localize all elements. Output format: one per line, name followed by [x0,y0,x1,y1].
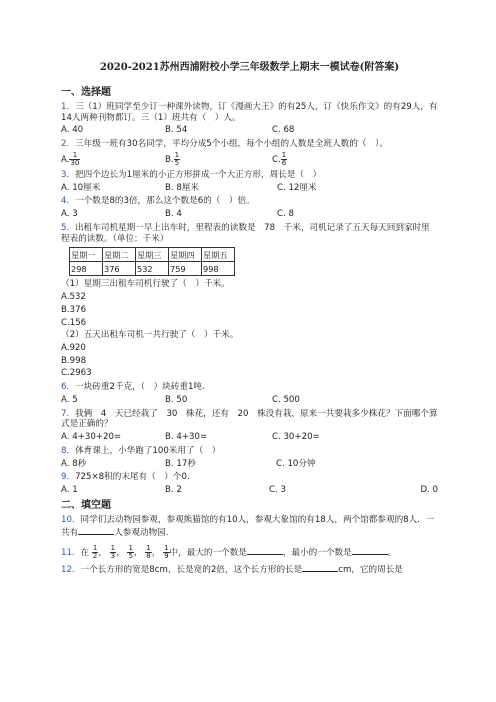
question-text: 一个长方形的宽是8cm，长是宽的2倍，这个长方形的长是 [80,564,303,575]
question-12 [61,563,438,576]
option-b: B. 4 [165,209,182,220]
option-a: A. 5 [61,394,78,405]
section-choice-title: 一、选择题 [61,86,111,98]
option-c: C. 8 [277,209,294,220]
numerator: 1 [174,150,180,159]
question-number: 6． [61,382,76,393]
option-c: C. 3 [269,485,286,496]
option-b: B. 8厘米 [165,182,200,193]
question-number: 12． [61,564,81,575]
option-d: D. 0 [420,485,438,496]
question-8 [61,446,438,457]
question-10 [61,515,438,538]
question-2 [61,139,438,150]
fraction [145,545,151,560]
question-text: 三年级一班有30名同学，平均分成5个小组，每个小组的人数是全班人数的（ ）。 [75,139,388,150]
answer-blank[interactable] [352,546,388,555]
question-5 [61,223,438,244]
option-a [61,152,165,167]
question-text: 我俩 4 天已经栽了 30 株花，还有 20 株没有栽，原来一共要栽多少株花？下面哪个算式是正确的？ [61,408,438,430]
option-b: B. 17秒 [165,458,196,469]
question-text: 。 [387,547,397,558]
sub-option-c: C.2963 [61,368,92,379]
options-2 [61,152,438,167]
option-b: B. 54 [165,125,188,136]
table-cell: 532 [136,262,169,276]
fraction [127,545,133,560]
table-cell: 998 [202,262,235,276]
mileage-table [69,247,235,276]
question-number: 5． [61,222,76,233]
question-number: 9． [61,472,76,483]
table-header-cell: 星期三 [136,248,169,262]
denominator: 9 [164,551,169,560]
page-title: 2020-2021苏州西浦附校小学三年级数学上期末一模试卷(附答案) [99,62,400,73]
numerator: 1 [110,543,116,552]
table-header-cell: 星期二 [103,248,136,262]
options-7 [61,432,438,443]
denominator: 8 [146,551,151,560]
table-header-cell: 星期一 [70,248,103,262]
question-text: cm，它的周长是 [338,564,403,575]
question-text: 一个数是8的3倍，那么这个数是6的（ ）倍。 [75,196,255,207]
question-number: 1． [61,102,76,112]
option-a: A. 8秒 [61,458,87,469]
denominator: 6 [281,158,287,167]
denominator: 2 [92,551,98,560]
answer-blank[interactable] [78,526,114,535]
sub-question-2: （2）五天出租车司机一共行驶了（ ）千米。 [61,330,239,341]
denominator: 30 [70,158,80,167]
option-c: C. 68 [272,125,295,136]
numerator: 1 [128,543,133,552]
option-c: C. 30+20= [272,432,320,443]
options-6 [61,395,438,406]
sub-option-c: C.156 [61,317,87,328]
option-c: C. 12厘米 [277,182,317,193]
numerator: 1 [146,543,151,552]
fraction [69,152,80,167]
option-b: B. 4+30= [165,432,208,443]
options-4 [61,209,438,220]
question-1 [61,102,438,123]
sub-option-a: A.532 [61,292,86,303]
fraction [174,152,180,167]
question-9 [61,472,438,483]
question-text: 725×8积的末尾有（ ）个0. [75,472,190,483]
option-label: B. [165,154,174,165]
section-fill-title: 二、填空题 [61,499,111,511]
table-header-row [70,248,235,262]
numerator: 1 [92,543,98,552]
answer-blank[interactable] [302,563,338,572]
question-number: 7． [61,408,76,419]
question-text: 同学们去动物园参观，参观熊猫馆的有10人，参观大象馆的有18人，两个馆都参观的8人．一共有 [61,515,435,539]
sub-option-b: B.376 [61,304,87,315]
sub-question-1: （1）星期三出租车司机行驶了（ ）千米。 [61,279,230,290]
table-header-cell: 星期五 [202,248,235,262]
question-number: 4． [61,196,76,207]
question-text: 人参观动物园. [114,528,169,539]
question-number: 2． [61,139,76,150]
options-9 [61,485,438,496]
question-11: 11．在 $\frac{1}{2}$ ， $\frac{1}{3}$ ， $\frac{1}{5}$ ， $\frac{1}{8}$ ， $\frac{1}{9}$ 中，最大的一个数是 ，最小的一个数是 。 [61,543,397,560]
question-4 [61,196,438,207]
options-1 [61,125,438,136]
question-3 [61,170,438,181]
denominator: 5 [128,551,133,560]
option-label: A. [61,154,70,165]
table-cell: 759 [169,262,202,276]
fraction [92,545,98,560]
option-b: B. 50 [165,394,188,405]
question-text: 体育课上，小华跑了100米用了（ ） [75,445,221,456]
denominator: 3 [110,551,116,560]
denominator: 5 [174,158,180,167]
question-text: 一块砖重2千克，（ ）块砖重1吨. [75,382,205,393]
question-7 [61,409,438,430]
options-8 [61,459,438,470]
table-row [70,262,235,276]
question-number: 3． [61,169,76,180]
option-a: A. 10厘米 [61,182,101,193]
option-a: A. 4+30+20= [61,432,122,443]
numerator: 1 [281,150,287,159]
numerator: 1 [164,543,169,552]
table-header-cell: 星期四 [169,248,202,262]
numerator: 1 [69,152,80,160]
option-label: C. [272,154,281,165]
question-6 [61,382,438,393]
option-b [165,152,272,167]
question-number: 8． [61,445,76,456]
option-c: C. 10分钟 [276,458,316,469]
option-a: A. 1 [61,485,78,496]
question-text: 出租车司机星期一早上出车时，里程表的读数是 78 千米，司机记录了五天每天回到家时里程表的读数。（单位：千米） [61,222,430,244]
question-text: 在 [80,547,90,558]
option-a: A. 3 [61,209,78,220]
table-cell: 376 [103,262,136,276]
question-number: 10． [61,515,81,526]
fraction [281,152,287,167]
sub-option-a: A.920 [61,343,86,354]
options-3 [61,183,438,194]
option-a: A. 40 [61,125,84,136]
answer-blank[interactable] [247,546,283,555]
question-text: ，最小的一个数是 [282,547,352,558]
question-text: 三（1）班同学至少订一种课外读物，订《漫画大王》的有25人，订《快乐作文》的有29人，有14人两种刊物都订。三（1）班共有（ ）人。 [61,102,438,123]
question-number: 11． [61,547,81,558]
question-text: 把四个边长为1厘米的小正方形拼成一个大正方形，周长是（ ） [75,169,322,180]
option-c [272,152,287,167]
option-c: C. 500 [272,394,300,405]
question-text: 中，最大的一个数是 [169,547,247,558]
fraction [110,545,116,560]
table-cell: 298 [70,262,103,276]
sub-option-b: B.998 [61,355,87,366]
option-b: B. 2 [165,485,182,496]
